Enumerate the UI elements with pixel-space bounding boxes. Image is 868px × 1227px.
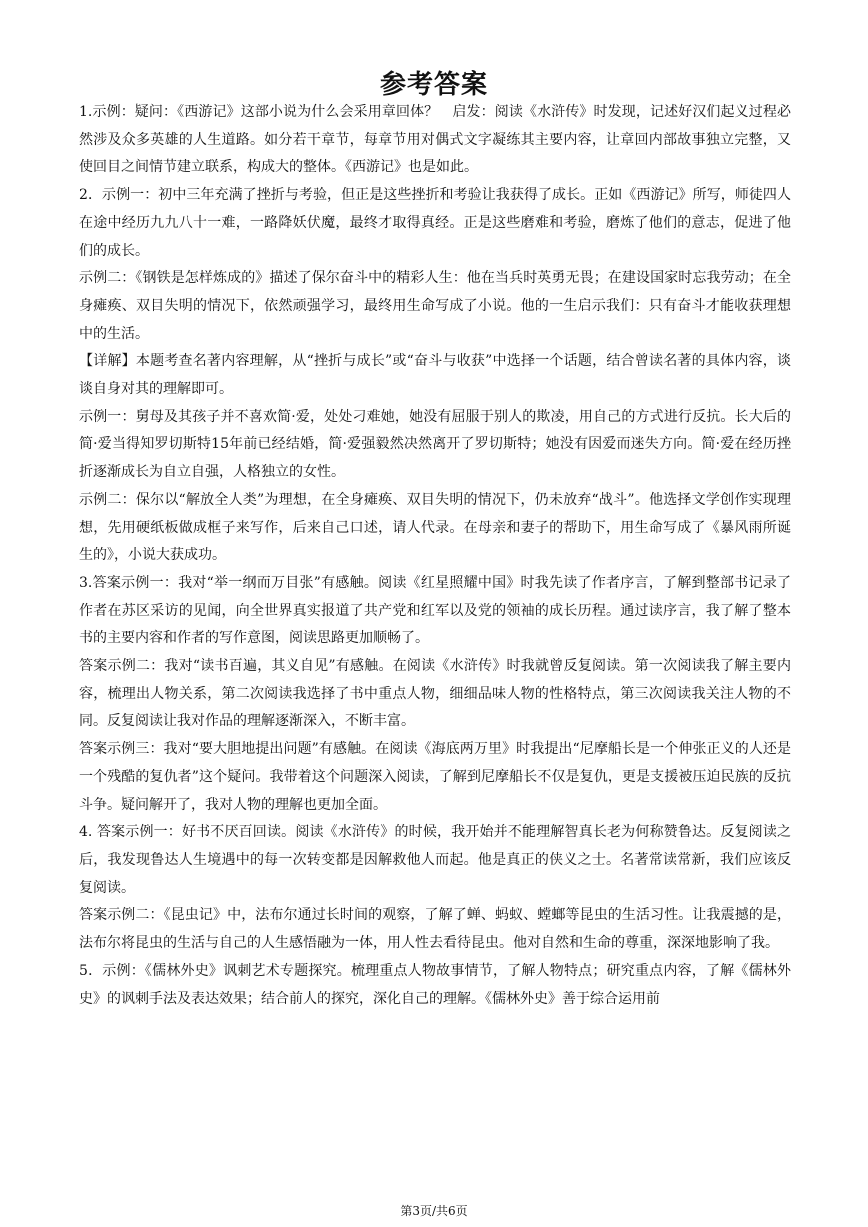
page-number: 第3页/共6页 bbox=[400, 1204, 468, 1218]
page-title: 参考答案 bbox=[379, 70, 488, 100]
paragraph: 2．示例一：初中三年充满了挫折与考验，但正是这些挫折和考验让我获得了成长。正如《西游记》所写，师徒四人在途中经历九九八十一难，一路降妖伏魔，最终才取得真经。正是这些磨难和考验，磨炼了他们的意志，促进了他们的成长。 bbox=[79, 187, 791, 259]
paragraph: 1.示例：疑问：《西游记》这部小说为什么会采用章回体？ 启发：阅读《水浒传》时发现，记述好汉们起义过程必然涉及众多英雄的人生道路。如分若干章节，每章节用对偶式文字凝练其主要内容，让章回内部故事独立完整，又使回目之间情节建立联系，构成大的整体。《西游记》也是如此。 bbox=[79, 104, 791, 176]
answer-body bbox=[79, 99, 791, 1013]
paragraph: 答案示例二：《昆虫记》中，法布尔通过长时间的观察，了解了蝉、蚂蚁、螳螂等昆虫的生活习性。让我震撼的是，法布尔将昆虫的生活与自己的人生感悟融为一体，用人性去看待昆虫。他对自然和生命的尊重，深深地影响了我。 bbox=[79, 907, 791, 952]
paragraph: 【详解】本题考查名著内容理解，从“挫折与成长”或“奋斗与收获”中选择一个话题，结合曾读名著的具体内容，谈谈自身对其的理解即可。 bbox=[79, 353, 791, 398]
paragraph: 示例一：舅母及其孩子并不喜欢简·爱，处处刁难她，她没有屈服于别人的欺凌，用自己的方式进行反抗。长大后的简·爱当得知罗切斯特15年前已经结婚，简·爱强毅然决然离开了罗切斯特；她没有因爱而迷失方向。简·爱在经历挫折逐渐成长为自立自强，人格独立的女性。 bbox=[79, 408, 791, 481]
paragraph: 5．示例：《儒林外史》讽刺艺术专题探究。梳理重点人物故事情节，了解人物特点；研究重点内容，了解《儒林外史》的讽刺手法及表达效果；结合前人的探究，深化自己的理解。《儒林外史》善于综合运用前 bbox=[79, 962, 791, 1007]
paragraph: 3.答案示例一：我对“举一纲而万目张”有感触。阅读《红星照耀中国》时我先读了作者序言，了解到整部书记录了作者在苏区采访的见闻，向全世界真实报道了共产党和红军以及党的领袖的成长历程。通过读序言，我了解了整本书的主要内容和作者的写作意图，阅读思路更加顺畅了。 bbox=[79, 574, 791, 647]
paragraph: 答案示例二：我对“读书百遍，其义自见”有感触。在阅读《水浒传》时我就曾反复阅读。第一次阅读我了解主要内容，梳理出人物关系，第二次阅读我选择了书中重点人物，细细品味人物的性格特点，第三次阅读我关注人物的不同。反复阅读让我对作品的理解逐渐深入，不断丰富。 bbox=[79, 658, 791, 730]
paragraph: 答案示例三：我对“要大胆地提出问题”有感触。在阅读《海底两万里》时我提出“尼摩船长是一个伸张正义的人还是一个残酷的复仇者”这个疑问。我带着这个问题深入阅读，了解到尼摩船长不仅是复仇，更是支援被压迫民族的反抗斗争。疑问解开了，我对人物的理解也更加全面。 bbox=[79, 741, 791, 813]
paragraph: 示例二：《钢铁是怎样炼成的》描述了保尔奋斗中的精彩人生：他在当兵时英勇无畏；在建设国家时忘我劳动；在全身瘫痪、双目失明的情况下，依然顽强学习，最终用生命写成了小说。他的一生启示我们：只有奋斗才能收获理想中的生活。 bbox=[79, 270, 791, 342]
paragraph: 示例二：保尔以“解放全人类”为理想，在全身瘫痪、双目失明的情况下，仍未放弃“战斗”。他选择文学创作实现理想，先用硬纸板做成框子来写作，后来自己口述，请人代录。在母亲和妻子的帮助下，用生命写成了《暴风雨所诞生的》，小说大获成功。 bbox=[79, 491, 791, 564]
paragraph: 4. 答案示例一：好书不厌百回读。阅读《水浒传》的时候，我开始并不能理解智真长老为何称赞鲁达。反复阅读之后，我发现鲁达人生境遇中的每一次转变都是因解救他人而起。他是真正的侠义之士。名著常读常新，我们应该反复阅读。 bbox=[79, 824, 791, 896]
